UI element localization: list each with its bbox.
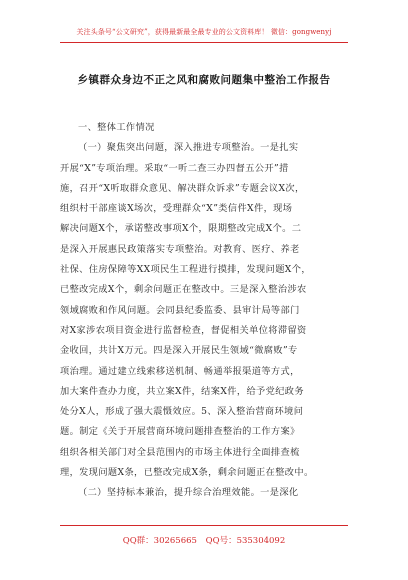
footer-divider xyxy=(60,525,348,526)
document-title: 乡镇群众身边不正之风和腐败问题集中整治工作报告 xyxy=(77,74,331,86)
body-line: 题。制定《关于开展营商环境问题排查整治的工作方案》 xyxy=(60,426,300,438)
body-line: （一）聚焦突出问题，深入推进专项整治。一是扎实 xyxy=(78,142,299,154)
body-line: 理，发现问题X条，已整改完成X条，剩余问题正在整改中。 xyxy=(60,467,314,479)
body-line: 对X家涉农项目资金进行监督检查，督促相关单位将滞留资 xyxy=(60,324,307,336)
body-line: 加大案件查办力度，共立案X件，结案X件，给予党纪政务 xyxy=(60,385,304,397)
body-line: （二）坚持标本兼治，提升综合治理效能。一是深化 xyxy=(78,487,299,499)
body-line: 领域腐败和作风问题。会同县纪委监委、县审计局等部门 xyxy=(60,304,300,316)
qq-number: QQ号：535304092 xyxy=(205,536,286,546)
body-line: 处分X人，形成了强大震慑效应。5、深入整治营商环境问 xyxy=(60,406,304,418)
document-body xyxy=(60,118,350,504)
footer-contact xyxy=(0,534,408,546)
header-note: 关注头条号“公文研究”，获得最新最全最专业的公文资料库！ 微信：gongwenyj xyxy=(76,28,332,36)
body-line: 组织各相关部门对全县范围内的市场主体进行全面排查梳 xyxy=(60,446,300,458)
body-line: 已整改完成X个，剩余问题正在整改中。三是深入整治涉农 xyxy=(60,284,307,296)
body-line: 解决问题X个，承诺整改事项X个，限期整改完成X个。二 xyxy=(60,223,302,235)
body-line: 社保、住房保障等XX项民生工程进行摸排，发现问题X个， xyxy=(60,264,311,276)
body-line: 是深入开展惠民政策落实专项整治。对教育、医疗、养老 xyxy=(60,243,300,255)
body-line: 组织村干部座谈X场次，受理群众“X”类信件X件，现场 xyxy=(60,203,293,215)
body-line: 施，召开“X听取群众意见、解决群众诉求”专题会议X次， xyxy=(60,182,305,194)
header-divider xyxy=(60,42,348,43)
section-heading: 一、整体工作情况 xyxy=(78,122,155,133)
body-line: 项治理。通过建立线索移送机制、畅通举报渠道等方式， xyxy=(60,365,300,377)
body-line: 开展“X”专项治理。采取“一听二查三办四督五公开”措 xyxy=(60,162,289,174)
qq-group: QQ群：30265665 xyxy=(122,536,197,546)
body-line: 金收回，共计X万元。四是深入开展民生领域“微腐败”专 xyxy=(60,345,298,357)
